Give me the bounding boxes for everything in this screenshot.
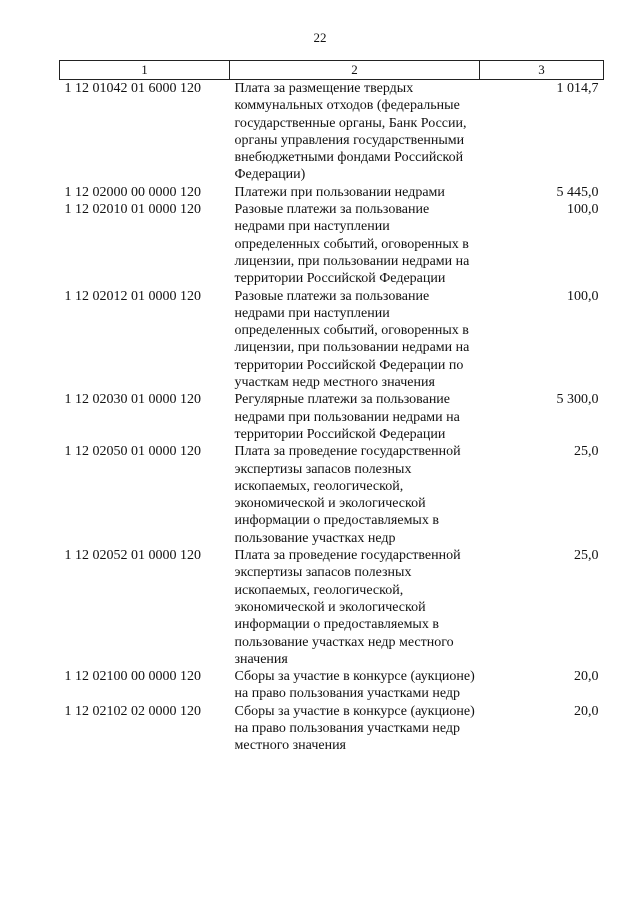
column-header-code: 1 — [60, 61, 230, 80]
budget-code-cell: 1 12 02010 01 0000 120 — [64, 202, 201, 218]
budget-code-cell: 1 12 02012 01 0000 120 — [64, 288, 201, 304]
amount-cell: 5 445,0 — [556, 184, 599, 200]
description-cell: Разовые платежи за пользование недрами при наступлении определенных событий, оговоренных в лицензии, при пользовании недрами на территории Российской Федерации по участкам недр местного значения — [234, 288, 470, 391]
description-cell: Сборы за участие в конкурсе (аукционе) на право пользования участками недр — [234, 669, 475, 702]
table-row — [60, 288, 604, 392]
table-row — [60, 703, 604, 755]
budget-code-cell: 1 12 01042 01 6000 120 — [64, 81, 201, 96]
budget-code-cell: 1 12 02000 00 0000 120 — [64, 184, 201, 200]
budget-code-cell: 1 12 02100 00 0000 120 — [64, 669, 201, 685]
description-cell: Платежи при пользовании недрами — [234, 184, 445, 200]
budget-code-cell: 1 12 02030 01 0000 120 — [64, 392, 201, 408]
description-cell: Сборы за участие в конкурсе (аукционе) на право пользования участками недр местного значения — [234, 703, 475, 754]
amount-cell: 25,0 — [574, 548, 599, 564]
amount-cell: 100,0 — [567, 202, 599, 218]
budget-code-cell: 1 12 02050 01 0000 120 — [64, 444, 201, 460]
budget-code-cell: 1 12 02052 01 0000 120 — [64, 548, 201, 564]
page-number: 22 — [313, 30, 327, 45]
description-cell: Плата за проведение государственной экспертизы запасов полезных ископаемых, геологической, экономической и экологической информации о предоставляемых в пользование участках недр местного значения — [234, 548, 461, 667]
amount-cell: 1 014,7 — [556, 81, 599, 96]
amount-cell: 5 300,0 — [556, 392, 599, 408]
table-row — [60, 547, 604, 668]
table-row — [60, 443, 604, 547]
table-row — [60, 391, 604, 443]
column-header-amount: 3 — [480, 61, 604, 80]
amount-cell: 25,0 — [574, 444, 599, 460]
table-row — [60, 201, 604, 287]
table-row — [60, 80, 604, 184]
column-header-description: 2 — [230, 61, 480, 80]
budget-revenue-table — [59, 60, 604, 755]
budget-code-cell: 1 12 02102 02 0000 120 — [64, 703, 201, 719]
description-cell: Регулярные платежи за пользование недрами при пользовании недрами на территории Российской Федерации — [234, 392, 460, 442]
description-cell: Разовые платежи за пользование недрами при наступлении определенных событий, оговоренных в лицензии, при пользовании недрами на территории Российской Федерации — [234, 202, 470, 287]
amount-cell: 20,0 — [574, 703, 599, 719]
table-row — [60, 184, 604, 201]
table-row — [60, 668, 604, 703]
description-cell: Плата за проведение государственной экспертизы запасов полезных ископаемых, геологической, экономической и экологической информации о предоставляемых в пользование участках недр — [234, 444, 461, 546]
table-header-row — [60, 61, 604, 80]
amount-cell: 100,0 — [567, 288, 599, 304]
description-cell: Плата за размещение твердых коммунальных отходов (федеральные государственные органы, Банк России, органы управления государственными внебюджетными фондами Российской Федерации) — [234, 81, 467, 183]
amount-cell: 20,0 — [574, 669, 599, 685]
